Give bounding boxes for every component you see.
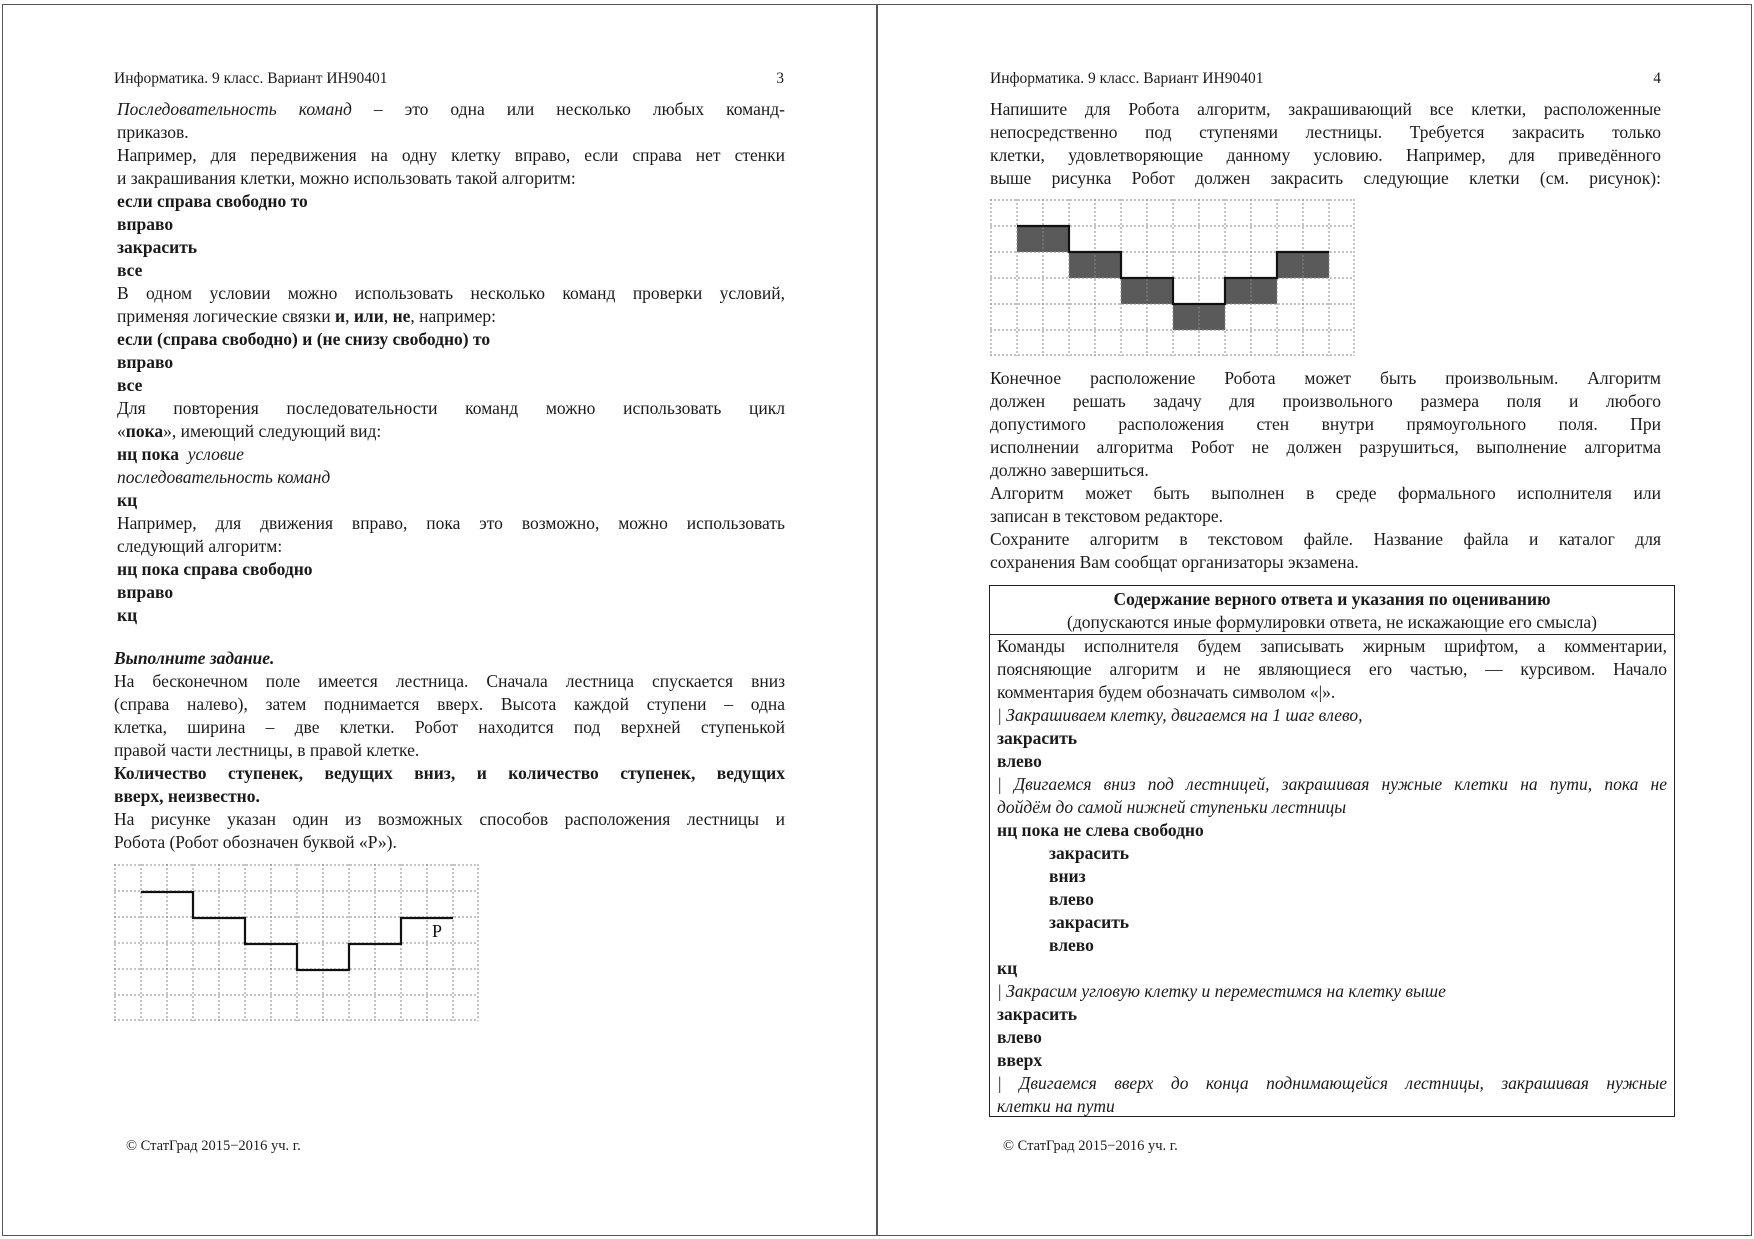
final-line: Конечное расположение Робота может быть произвольным. Алгоритм	[990, 368, 1661, 388]
intro-line: Напишите для Робота алгоритм, закрашивающий все клетки, расположенные	[990, 99, 1661, 119]
example2-line2: следующий алгоритм:	[117, 536, 283, 556]
code3-line: нц пока справа свободно	[117, 559, 313, 579]
seq-rest1: – это одна или несколько любых команд-	[351, 99, 785, 119]
command-line: закрасить	[997, 728, 1078, 748]
answer-title: Содержание верного ответа и указания по оцениванию	[1113, 589, 1551, 609]
right-intro	[990, 98, 1661, 190]
example2-line1: Например, для движения вправо, пока это возможно, можно использовать	[117, 513, 785, 533]
robot-label: Р	[432, 921, 443, 941]
condition-line2	[117, 305, 785, 328]
seq-definition-line1	[117, 98, 785, 121]
cond-sep: ,	[383, 306, 393, 326]
command-line: влево	[997, 751, 1042, 771]
loop-head-line: нц пока не слева свободно	[997, 820, 1204, 840]
code2-line: вправо	[117, 352, 174, 372]
answer-box-header	[990, 586, 1674, 635]
right-page-number: 4	[1653, 70, 1661, 87]
loop-quote: «	[117, 421, 126, 441]
seq-definition-line2: приказов.	[117, 122, 189, 142]
comment-line: клетки на пути	[997, 1096, 1115, 1116]
env-line: Алгоритм может быть выполнен в среде формального исполнителя или	[990, 483, 1661, 503]
answer-intro-line: поясняющие алгоритм и не являющиеся его частью, — курсивом. Начало	[997, 659, 1667, 679]
intro-line: непосредственно под ступенями лестницы. Требуется закрасить только	[990, 122, 1661, 142]
left-page-number: 3	[776, 70, 784, 87]
cond-sep: ,	[345, 306, 354, 326]
painted-grid-svg	[990, 199, 1356, 357]
code2-line: если (справа свободно) и (не снизу свободно) то	[117, 329, 491, 349]
loop-text: », имеющий следующий вид:	[163, 421, 382, 441]
loop-end-line: кц	[997, 958, 1018, 978]
figure-caption-line: Робота (Робот обозначен буквой «Р»).	[114, 832, 397, 852]
staircase-figure	[114, 864, 480, 1022]
code3-line: кц	[117, 605, 138, 625]
left-footer: © СтатГрад 2015−2016 уч. г.	[126, 1138, 301, 1154]
code1-line: все	[117, 260, 143, 280]
task-section	[114, 647, 785, 854]
env-line: записан в текстовом редакторе.	[990, 506, 1224, 526]
right-header-title: Информатика. 9 класс. Вариант ИН90401	[990, 70, 1264, 87]
loop-body-line: влево	[1049, 889, 1094, 909]
command-line: вверх	[997, 1050, 1043, 1070]
code1-line: если справа свободно то	[117, 191, 308, 211]
right-conditions	[990, 367, 1661, 574]
loop-condition: условие	[187, 444, 244, 464]
seq-term: Последовательность команд	[117, 99, 352, 119]
answer-box	[989, 585, 1675, 1117]
task-line: клетка, ширина – две клетки. Робот находится под верхней ступенькой	[114, 717, 785, 737]
loop-body-line: закрасить	[1049, 843, 1130, 863]
right-header	[990, 70, 1661, 88]
final-line: допустимого расположения стен внутри прямоугольного поля. При	[990, 414, 1661, 434]
intro-line: выше рисунка Робот должен закрасить следующие клетки (см. рисунок):	[990, 168, 1661, 188]
loop-keyword: пока	[125, 421, 164, 441]
comment-line: | Двигаемся вниз под лестницей, закрашивая нужные клетки на пути, пока не	[997, 774, 1667, 794]
comment-line: дойдём до самой нижней ступеньки лестницы	[997, 797, 1347, 817]
answer-body	[990, 635, 1674, 1118]
final-line: должно завершиться.	[990, 460, 1149, 480]
task-title: Выполните задание.	[114, 648, 275, 668]
comment-line: | Закрашиваем клетку, двигаемся на 1 шаг влево,	[997, 705, 1363, 725]
loop-line1: Для повторения последовательности команд можно использовать цикл	[117, 398, 785, 418]
loop-syntax-head	[117, 443, 785, 466]
loop-body-line: вниз	[1049, 866, 1086, 886]
code3-line: вправо	[117, 582, 174, 602]
example1-line1: Например, для передвижения на одну клетку вправо, если справа нет стенки	[117, 145, 785, 165]
answer-intro-line: комментария будем обозначать символом «|».	[997, 682, 1336, 702]
cond-text: применяя логические связки	[117, 306, 335, 326]
final-line: исполнении алгоритма Робот не должен разрушиться, выполнение алгоритма	[990, 437, 1661, 457]
cond-text: , например:	[410, 306, 497, 326]
loop-body-line: влево	[1049, 935, 1094, 955]
task-line: правой части лестницы, в правой клетке.	[114, 740, 420, 760]
task-line: На бесконечном поле имеется лестница. Сначала лестница спускается вниз	[114, 671, 785, 691]
code2-line: все	[117, 375, 143, 395]
save-line: сохранения Вам сообщат организаторы экзамена.	[990, 552, 1359, 572]
loop-line2	[117, 420, 785, 443]
cond-not: не	[392, 306, 411, 326]
loop-nc: нц пока	[117, 444, 179, 464]
task-bold-line: Количество ступенек, ведущих вниз, и количество ступенек, ведущих	[114, 763, 785, 783]
command-line: влево	[997, 1027, 1042, 1047]
condition-line1: В одном условии можно использовать несколько команд проверки условий,	[117, 283, 785, 303]
painted-cells-figure	[990, 199, 1356, 357]
answer-intro-line: Команды исполнителя будем записывать жирным шрифтом, а комментарии,	[997, 636, 1667, 656]
cond-or: или	[353, 306, 384, 326]
final-line: должен решать задачу для произвольного размера поля и любого	[990, 391, 1661, 411]
left-header	[114, 70, 784, 88]
left-column	[117, 98, 785, 627]
save-line: Сохраните алгоритм в текстовом файле. Название файла и каталог для	[990, 529, 1661, 549]
intro-line: клетки, удовлетворяющие данному условию. Например, для приведённого	[990, 145, 1661, 165]
figure-caption-line: На рисунке указан один из возможных способов расположения лестницы и	[114, 809, 785, 829]
answer-subtitle: (допускаются иные формулировки ответа, не искажающие его смысла)	[1067, 612, 1597, 632]
code1-line: вправо	[117, 214, 174, 234]
loop-syntax-end: кц	[117, 490, 138, 510]
code1-line: закрасить	[117, 237, 198, 257]
right-footer: © СтатГрад 2015−2016 уч. г.	[1003, 1138, 1178, 1154]
comment-line: | Двигаемся вверх до конца поднимающейся лестницы, закрашивая нужные	[997, 1073, 1667, 1093]
task-bold-line: вверх, неизвестно.	[114, 786, 260, 806]
example1-line2: и закрашивания клетки, можно использовать такой алгоритм:	[117, 168, 576, 188]
command-line: закрасить	[997, 1004, 1078, 1024]
staircase-grid-svg	[114, 864, 480, 1022]
loop-syntax-body: последовательность команд	[117, 467, 331, 487]
loop-body-line: закрасить	[1049, 912, 1130, 932]
left-header-title: Информатика. 9 класс. Вариант ИН90401	[114, 70, 388, 87]
comment-line: | Закрасим угловую клетку и переместимся на клетку выше	[997, 981, 1446, 1001]
cond-and: и	[334, 306, 346, 326]
task-line: (справа налево), затем поднимается вверх. Высота каждой ступени – одна	[114, 694, 785, 714]
